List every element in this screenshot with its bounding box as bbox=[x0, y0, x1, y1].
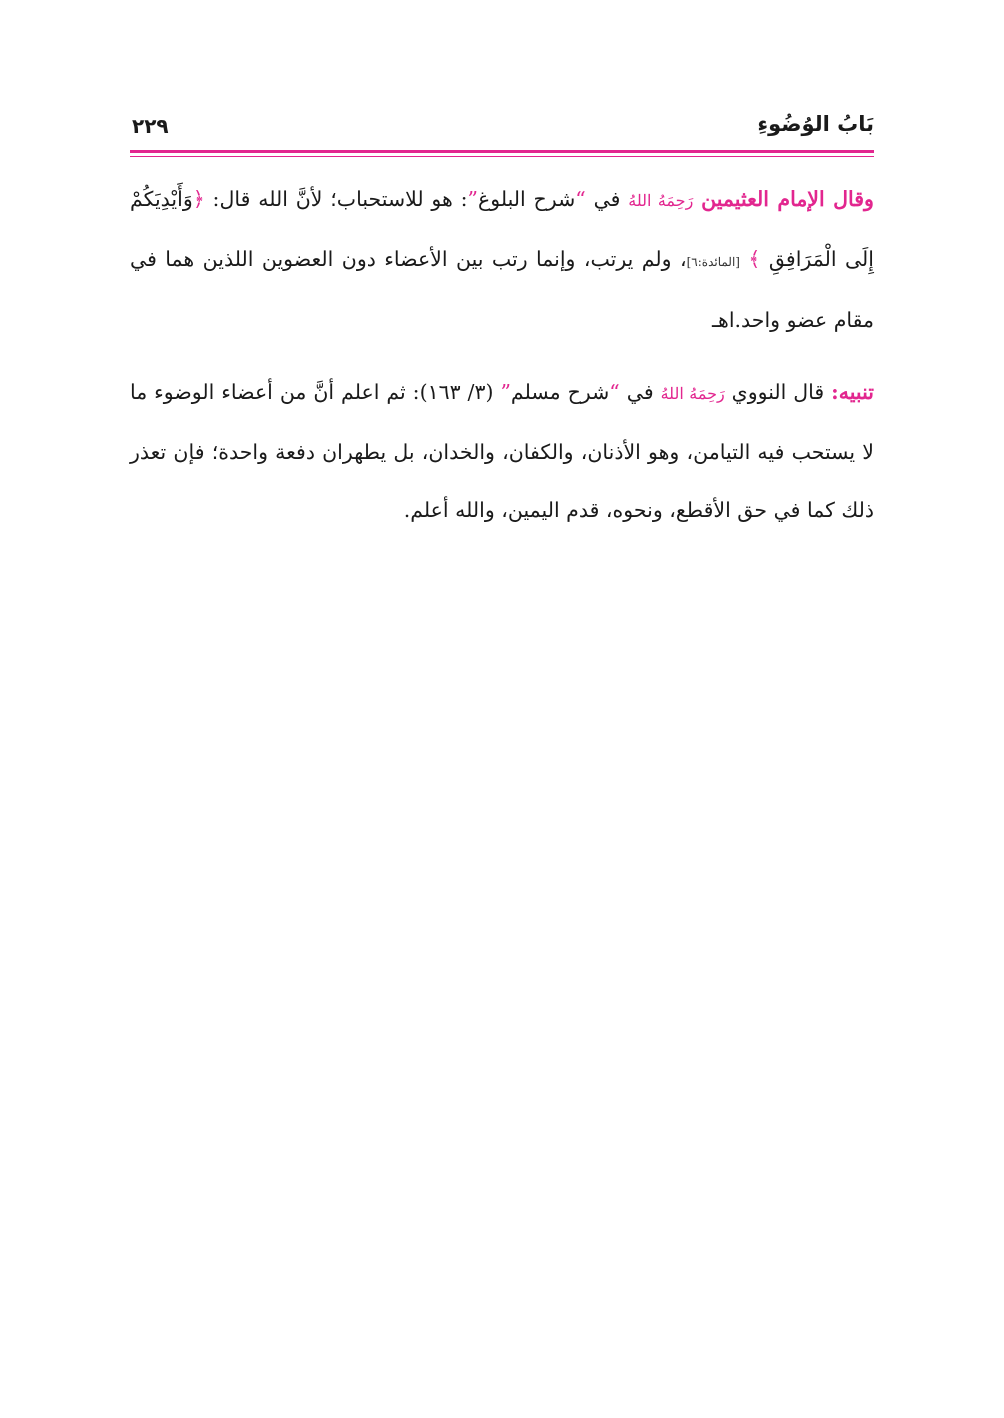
speaker-name: قال النووي bbox=[724, 380, 832, 404]
page-number: ٢٢٩ bbox=[132, 114, 169, 138]
aya-close-bracket: ﴾ bbox=[748, 247, 761, 271]
book-title: شرح البلوغ bbox=[478, 187, 576, 211]
note-colon: : bbox=[831, 380, 839, 404]
book-title: شرح مسلم bbox=[510, 380, 610, 404]
paragraph-tanbeeh bbox=[130, 363, 874, 539]
statement-text: : هو للاستحباب؛ لأنَّ الله قال: bbox=[204, 187, 468, 211]
paragraph-uthaymeen bbox=[130, 170, 874, 349]
header-divider-thick bbox=[130, 150, 874, 153]
paragraph-rest: ، ولم يرتب، وإنما رتب بين الأعضاء دون العضوين اللذين هما في مقام عضو واحد.اهـ bbox=[130, 247, 874, 332]
citation: (٣/ ١٦٣) bbox=[419, 380, 501, 404]
preposition: في bbox=[619, 380, 661, 404]
preposition: في bbox=[593, 187, 621, 211]
note-label: تنبيه bbox=[838, 380, 875, 404]
honorific-glyph: رَحِمَهُ اللهُ bbox=[628, 191, 694, 210]
honorific-glyph: رَحِمَهُ اللهُ bbox=[660, 384, 725, 403]
header-divider-thin bbox=[130, 156, 874, 157]
quran-verse: وَأَيْدِيَكُمْ إِلَى الْمَرَافِقِ bbox=[130, 187, 874, 271]
body-text bbox=[130, 170, 874, 539]
verse-reference: [المائدة:٦] bbox=[686, 255, 740, 269]
close-quote: ” bbox=[500, 380, 511, 404]
aya-open-bracket: ﴿ bbox=[192, 187, 205, 211]
paragraph-rest: : ثم اعلم أنَّ من أعضاء الوضوء ما لا يستحب فيه التيامن، وهو الأذنان، والكفان، والخدان، بل يطهران دفعة واحدة؛ فإن تعذر ذلك كما في حق الأقطع، ونحوه، قدم اليمين، والله أعلم. bbox=[130, 380, 874, 522]
open-quote: “ bbox=[609, 380, 620, 404]
page-header bbox=[130, 104, 874, 148]
open-quote: “ bbox=[575, 187, 586, 211]
chapter-title: بَابُ الوُضُوءِ bbox=[757, 112, 874, 136]
close-quote: ” bbox=[467, 187, 479, 211]
speaker-name: وقال الإمام العثيمين bbox=[701, 187, 874, 211]
